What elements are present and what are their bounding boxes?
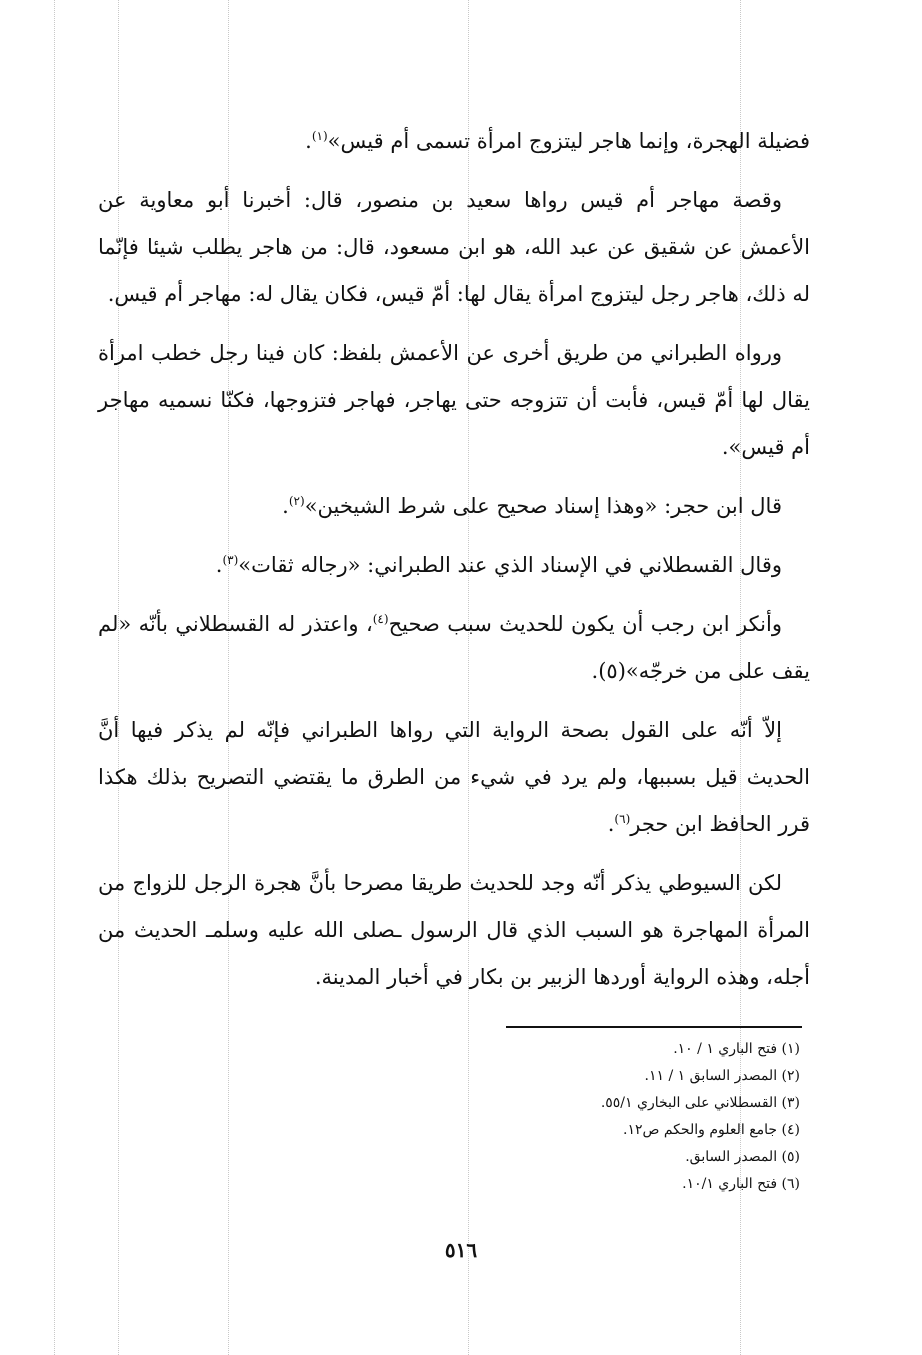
paragraph: [98, 330, 810, 471]
paragraph-tail: ، واعتذر له القسطلاني بأنّه «لم يقف على من خرجّه»(٥).: [98, 612, 810, 683]
paragraph: [98, 118, 810, 165]
paragraph-text: وقال القسطلاني في الإسناد الذي عند الطبراني: «رجاله ثقات»: [238, 553, 782, 577]
footnote-ref: (٢): [288, 494, 305, 508]
footnote: (٦) فتح الباري ١٠/١.: [682, 1176, 800, 1192]
paragraph-text: فضيلة الهجرة، وإنما هاجر ليتزوج امرأة تسمى أم قيس»: [327, 129, 810, 153]
paragraph-text: لكن السيوطي يذكر أنّه وجد للحديث طريقا مصرحا بأنَّ هجرة الرجل للزواج من المرأة المهاجرة هو السبب الذي قال الرسول ـصلى الله عليه وسلمـ الحديث من أجله، وهذه الرواية أوردها الزبير بن بكار في أخبار المدينة.: [98, 871, 810, 989]
scan-artifact-line: [54, 0, 55, 1355]
page-number: ٥١٦: [444, 1238, 478, 1262]
paragraph-tail: .: [215, 553, 223, 577]
paragraph: [98, 860, 810, 1001]
paragraph: [98, 177, 810, 318]
paragraph-tail: .: [305, 129, 312, 153]
footnote: (٥) المصدر السابق.: [685, 1149, 800, 1165]
paragraph-tail: .: [607, 812, 615, 836]
body-text: [98, 118, 810, 1013]
footnote: (٤) جامع العلوم والحكم ص١٢.: [622, 1122, 800, 1138]
paragraph: [98, 601, 810, 695]
paragraph: [98, 707, 810, 848]
paragraph: [98, 483, 810, 530]
footnote-ref: (٦): [614, 812, 631, 826]
footnotes-list: [380, 1036, 800, 1198]
footnote-separator: [506, 1026, 802, 1028]
paragraph-text: وأنكر ابن رجب أن يكون للحديث سبب صحيح: [388, 612, 782, 636]
paragraph-text: ورواه الطبراني من طريق أخرى عن الأعمش بلفظ: كان فينا رجل خطب امرأة يقال لها أمّ قيس، فأبت أن تتزوجه حتى يهاجر، فهاجر فتزوجها، فكنّا نسميه مهاجر أم قيس».: [98, 341, 810, 459]
footnote: (١) فتح الباري ١ / ١٠.: [673, 1041, 800, 1057]
footnote: (٢) المصدر السابق ١ / ١١.: [644, 1068, 800, 1084]
footnote-ref: (٤): [372, 612, 389, 626]
footnote-ref: (٣): [222, 553, 239, 567]
paragraph-text: قال ابن حجر: «وهذا إسناد صحيح على شرط الشيخين»: [304, 494, 782, 518]
footnote: (٣) القسطلاني على البخاري ٥٥/١.: [600, 1095, 800, 1111]
paragraph-tail: .: [282, 494, 289, 518]
paragraph-text: إلاّ أنّه على القول بصحة الرواية التي رواها الطبراني فإنّه لم يذكر فيها أنَّ الحديث قيل بسببها، ولم يرد في شيء من الطرق ما يقتضي التصريح بذلك هكذا قرر الحافظ ابن حجر: [98, 718, 810, 836]
paragraph-text: وقصة مهاجر أم قيس رواها سعيد بن منصور، قال: أخبرنا أبو معاوية عن الأعمش عن شقيق عن عبد الله، هو ابن مسعود، قال: من هاجر يطلب شيئا فإنّما له ذلك، هاجر رجل ليتزوج امرأة يقال لها: أمّ قيس، فكان يقال له: مهاجر أم قيس.: [98, 188, 810, 306]
footnote-ref: (١): [311, 129, 328, 143]
paragraph: [98, 542, 810, 589]
